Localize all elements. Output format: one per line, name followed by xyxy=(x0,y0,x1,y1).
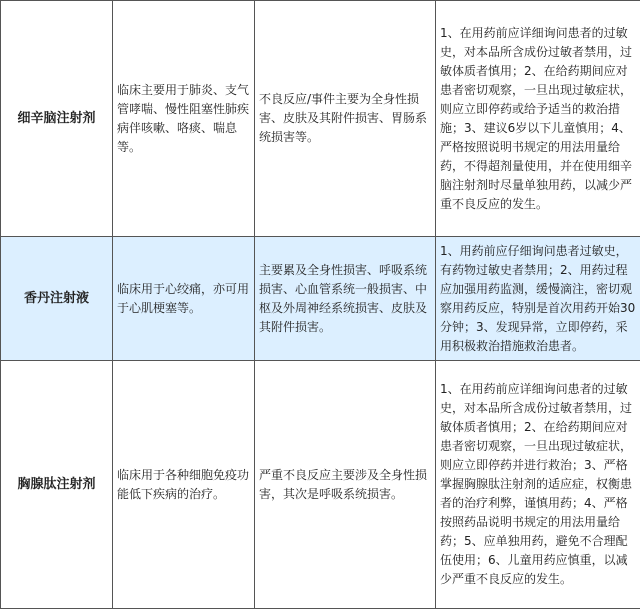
precautions-cell: 1、在用药前应详细询问患者的过敏史，对本品所含成份过敏者禁用，过敏体质者慎用；2、在给药期间应对患者密切观察，一旦出现过敏症状，则应立即停药或给予适当的救治措施；3、建议6岁以下儿童慎用；4、严格按照说明书规定的用法用量给药，不得超剂量使用，并在使用细辛脑注射剂时尽量单独用药，以减少严重不良反应的发生。 xyxy=(436,1,640,237)
drug-name: 细辛脑注射剂 xyxy=(1,1,113,237)
drug-name: 胸腺肽注射剂 xyxy=(1,361,113,609)
table-row xyxy=(1,361,640,609)
table-row xyxy=(1,237,640,361)
indication-cell: 临床用于各种细胞免疫功能低下疾病的治疗。 xyxy=(113,361,255,609)
drug-name: 香丹注射液 xyxy=(1,237,113,361)
precautions-cell: 1、在用药前应详细询问患者的过敏史，对本品所含成份过敏者禁用，过敏体质者慎用；2、在给药期间应对患者密切观察，一旦出现过敏症状，则应立即停药并进行救治；3、严格掌握胸腺肽注射剂的适应症，权衡患者的治疗利弊，谨慎用药；4、严格按照药品说明书规定的用法用量给药；5、应单独用药，避免不合理配伍使用；6、儿童用药应慎重，以减少严重不良反应的发生。 xyxy=(436,361,640,609)
indication-cell: 临床主要用于肺炎、支气管哮喘、慢性阻塞性肺疾病伴咳嗽、咯痰、喘息等。 xyxy=(113,1,255,237)
table-row xyxy=(1,1,640,237)
indication-cell: 临床用于心绞痛，亦可用于心肌梗塞等。 xyxy=(113,237,255,361)
precautions-cell: 1、用药前应仔细询问患者过敏史，有药物过敏史者禁用；2、用药过程应加强用药监测，缓慢滴注，密切观察用药反应，特别是首次用药开始30分钟；3、发现异常，立即停药，采用积极救治措施救治患者。 xyxy=(436,237,640,361)
adverse-reaction-cell: 不良反应/事件主要为全身性损害、皮肤及其附件损害、胃肠系统损害等。 xyxy=(255,1,436,237)
adverse-reaction-cell: 严重不良反应主要涉及全身性损害，其次是呼吸系统损害。 xyxy=(255,361,436,609)
adverse-reaction-cell: 主要累及全身性损害、呼吸系统损害、心血管系统一般损害、中枢及外周神经系统损害、皮肤及其附件损害。 xyxy=(255,237,436,361)
